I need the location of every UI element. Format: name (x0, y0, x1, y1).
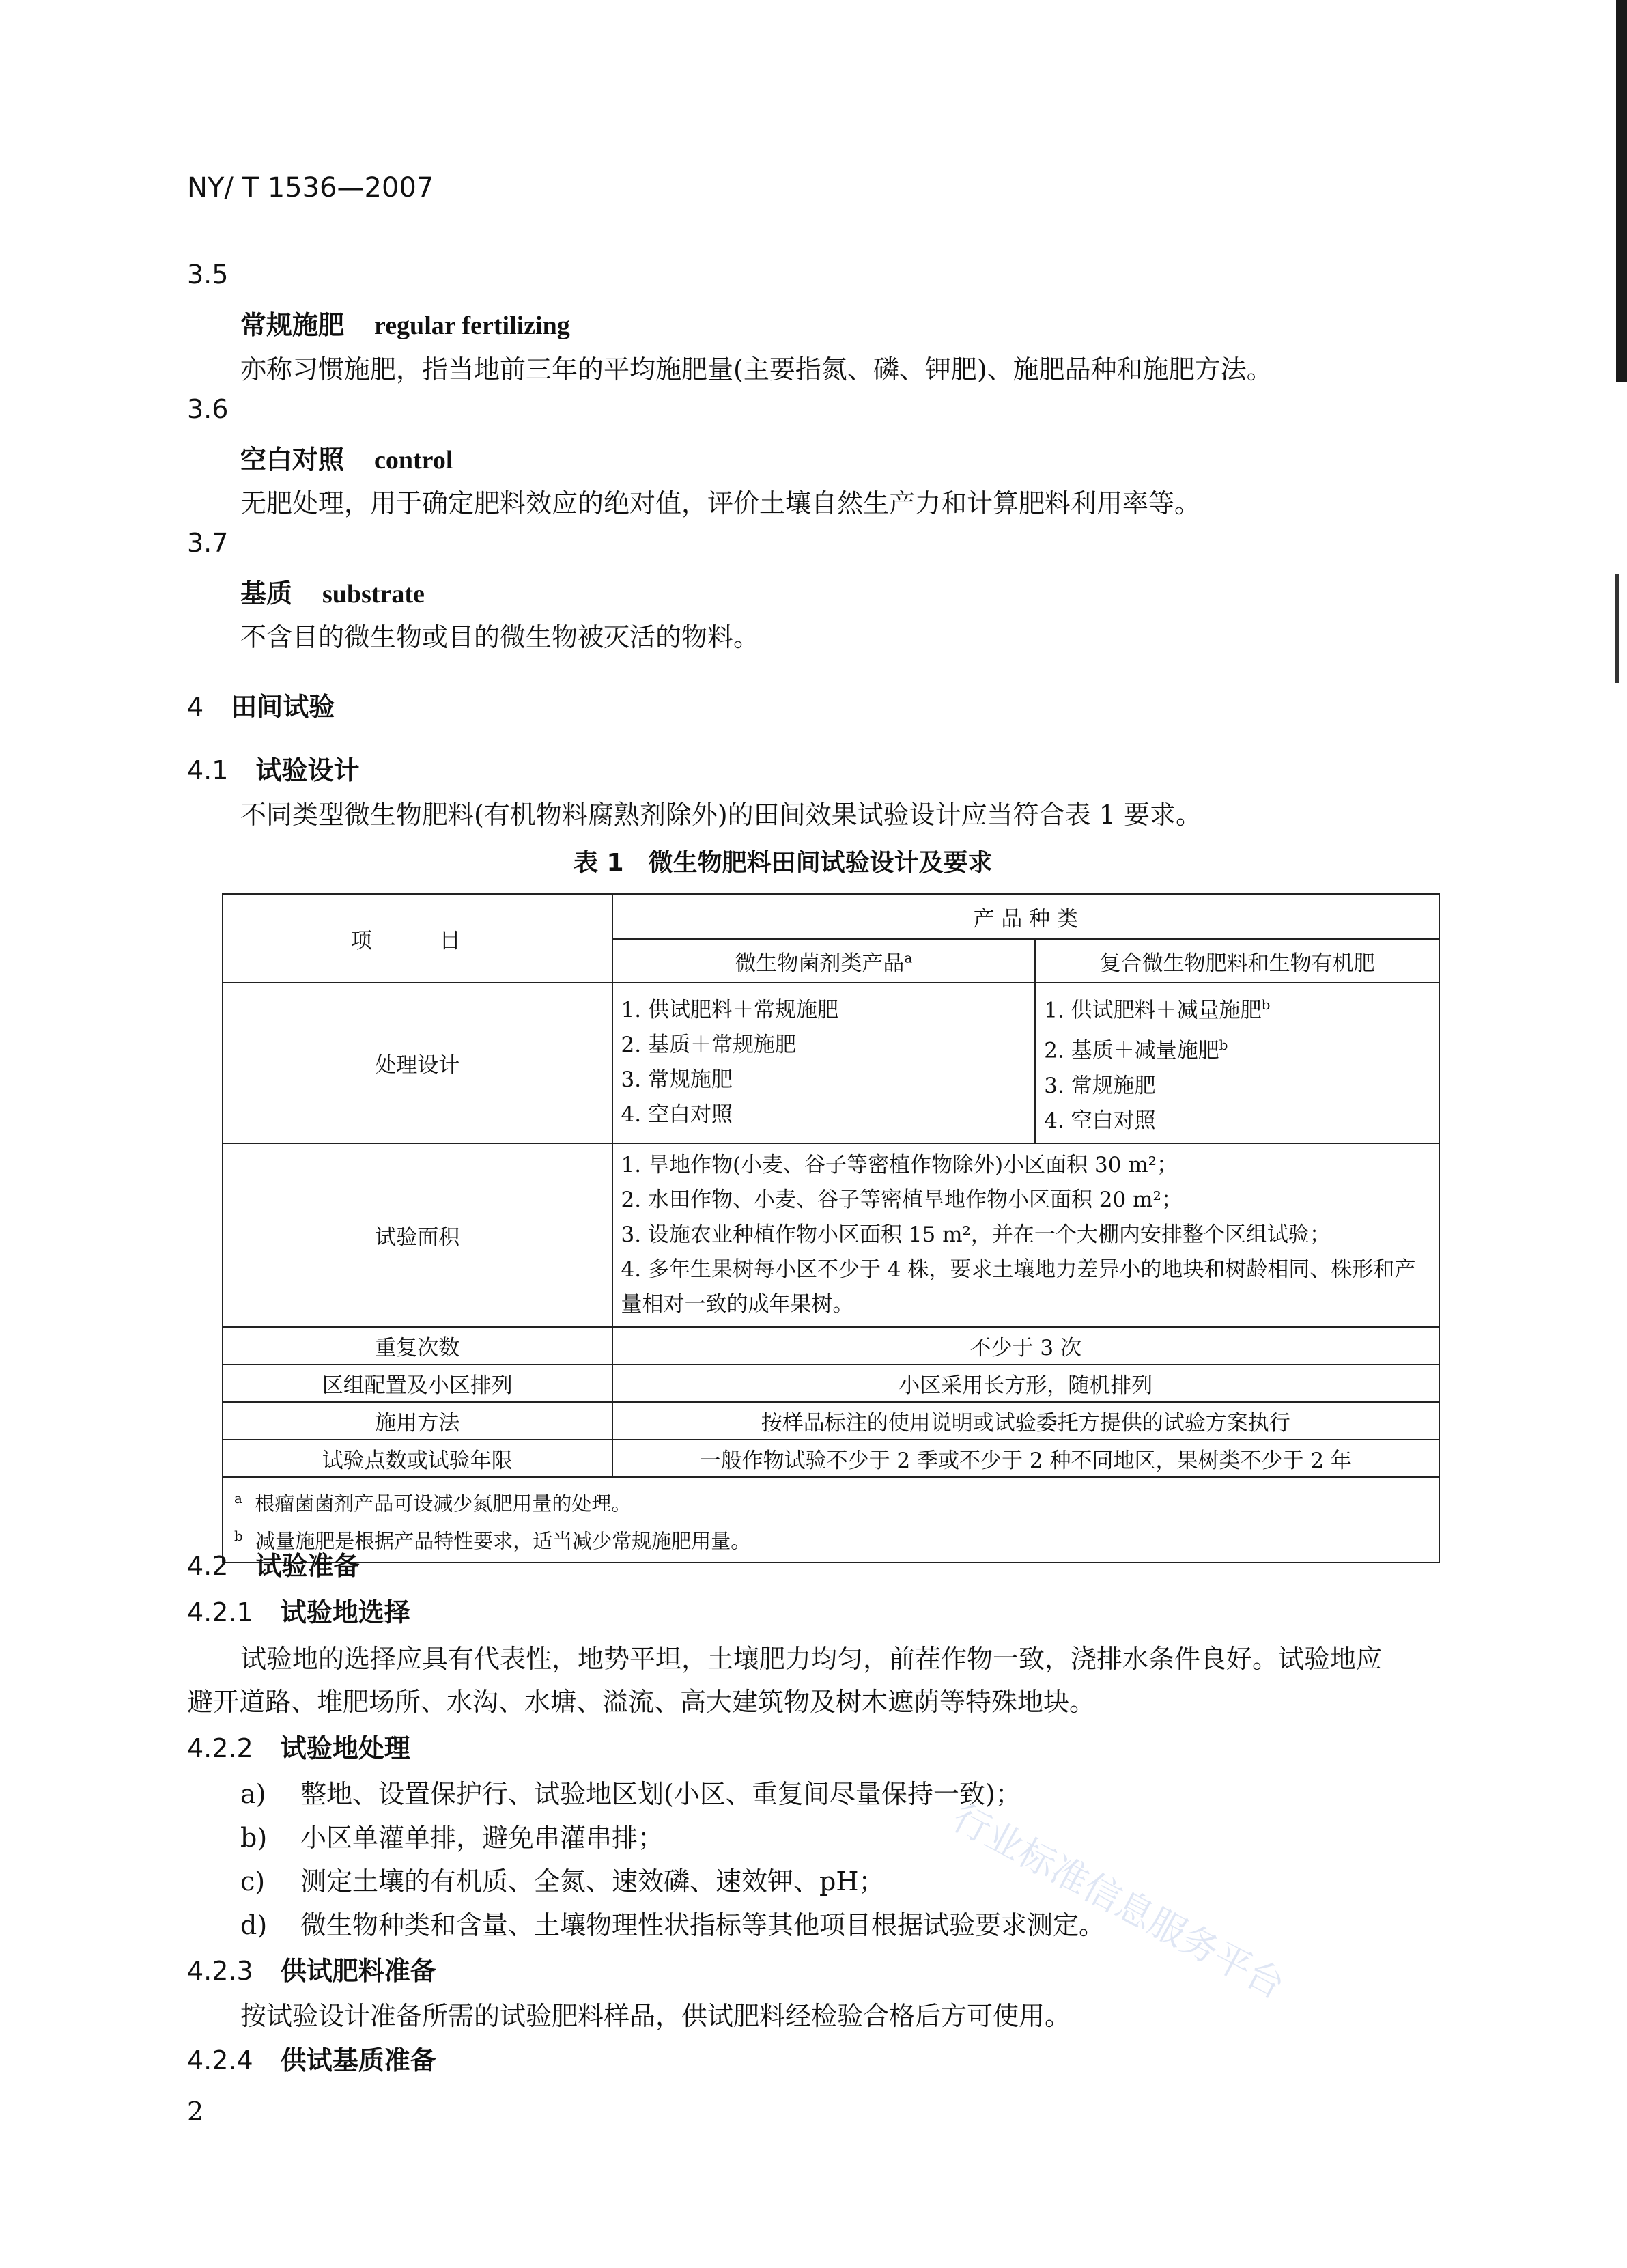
section-heading: 4.2.4 供试基质准备 (187, 2045, 436, 2075)
scan-edge-mark (1616, 0, 1627, 382)
cell-value: 按样品标注的使用说明或试验委托方提供的试验方案执行 (612, 1402, 1439, 1440)
term-heading (240, 572, 425, 610)
row-label: 试验面积 (223, 1143, 612, 1327)
term-zh: 基质 (240, 578, 293, 608)
term-number: 3.5 (187, 260, 229, 290)
paragraph: 按试验设计准备所需的试验肥料样品，供试肥料经检验合格后方可使用。 (240, 2001, 1071, 2031)
paragraph: 避开道路、堆肥场所、水沟、水塘、溢流、高大建筑物及树木遮荫等特殊地块。 (187, 1687, 1096, 1717)
term-en: regular fertilizing (374, 311, 570, 340)
header-product-types: 产 品 种 类 (612, 894, 1439, 939)
term-definition: 亦称习惯施肥，指当地前三年的平均施肥量(主要指氮、磷、钾肥)、施肥品种和施肥方法。 (240, 354, 1273, 384)
header-col2: 复合微生物肥料和生物有机肥 (1035, 939, 1439, 983)
watermark: 行业标准信息服务平台 (946, 1795, 1292, 2007)
note-a: $^a$ 根瘤菌菌剂产品可设减少氮肥用量的处理。 (234, 1489, 632, 1515)
paragraph: 试验地的选择应具有代表性，地势平坦，土壤肥力均匀，前茬作物一致，浇排水条件良好。试验地应 (240, 1644, 1383, 1674)
header-col1: 微生物菌剂类产品$^a$ (612, 939, 1036, 983)
row-label: 区组配置及小区排列 (223, 1364, 612, 1402)
table-caption: 表 1 微生物肥料田间试验设计及要求 (574, 849, 993, 877)
note-b: $^b$ 减量施肥是根据产品特性要求，适当减少常规施肥用量。 (234, 1528, 751, 1553)
term-zh: 常规施肥 (240, 310, 345, 340)
list-item: a) 整地、设置保护行、试验地区划(小区、重复间尽量保持一致)； (240, 1779, 1021, 1809)
section-heading: 4.1 试验设计 (187, 755, 360, 785)
row-label: 施用方法 (223, 1402, 612, 1440)
list-item: d) 微生物种类和含量、土壤物理性状指标等其他项目根据试验要求测定。 (240, 1910, 1105, 1940)
cell-value: 不少于 3 次 (612, 1327, 1439, 1364)
row-label: 处理设计 (223, 983, 612, 1143)
scan-edge-mark (1615, 574, 1619, 683)
cell-treatment-col1: 1. 供试肥料＋常规施肥 2. 基质＋常规施肥 3. 常规施肥 4. 空白对照 (612, 983, 1036, 1143)
cell-value: 一般作物试验不少于 2 季或不少于 2 种不同地区，果树类不少于 2 年 (612, 1440, 1439, 1477)
section-heading: 4.2.3 供试肥料准备 (187, 1956, 436, 1986)
term-number: 3.7 (187, 528, 229, 558)
term-zh: 空白对照 (240, 445, 345, 475)
row-label: 重复次数 (223, 1327, 612, 1364)
list-item: b) 小区单灌单排，避免串灌串排； (240, 1823, 664, 1853)
table-1 (222, 893, 1440, 1563)
section-heading: 4.2 试验准备 (187, 1551, 360, 1581)
row-label: 试验点数或试验年限 (223, 1440, 612, 1477)
paragraph: 不同类型微生物肥料(有机物料腐熟剂除外)的田间效果试验设计应当符合表 1 要求。 (240, 800, 1202, 830)
term-definition: 无肥处理，用于确定肥料效应的绝对值，评价土壤自然生产力和计算肥料利用率等。 (240, 488, 1201, 518)
header-item: 项 目 (223, 894, 612, 983)
cell-plot-area: 1. 旱地作物(小麦、谷子等密植作物除外)小区面积 30 m²； 2. 水田作物、小麦、谷子等密植旱地作物小区面积 20 m²； 3. 设施农业种植作物小区面积 15 m²，并在一个大棚内安排整个区组试验； 4. 多年生果树每小区不少于 4 株，要求土壤地力差异小的地块和树龄相同、株形和产量相对一致的成年果树。 (612, 1143, 1439, 1327)
standard-number: NY/ T 1536—2007 (187, 172, 434, 204)
term-en: substrate (322, 580, 425, 608)
term-heading (240, 304, 570, 341)
term-heading (240, 438, 453, 476)
list-item: c) 测定土壤的有机质、全氮、速效磷、速效钾、pH； (240, 1866, 885, 1896)
section-heading: 4.2.1 试验地选择 (187, 1597, 410, 1627)
section-heading: 4 田间试验 (187, 692, 335, 722)
table-notes (223, 1477, 1439, 1563)
term-en: control (374, 446, 453, 475)
section-heading: 4.2.2 试验地处理 (187, 1733, 410, 1763)
term-number: 3.6 (187, 394, 229, 424)
term-definition: 不含目的微生物或目的微生物被灭活的物料。 (240, 622, 760, 652)
cell-treatment-col2: 1. 供试肥料＋减量施肥$^b$ 2. 基质＋减量施肥$^b$ 3. 常规施肥 4. 空白对照 (1035, 983, 1439, 1143)
cell-value: 小区采用长方形，随机排列 (612, 1364, 1439, 1402)
page-number: 2 (187, 2097, 204, 2127)
